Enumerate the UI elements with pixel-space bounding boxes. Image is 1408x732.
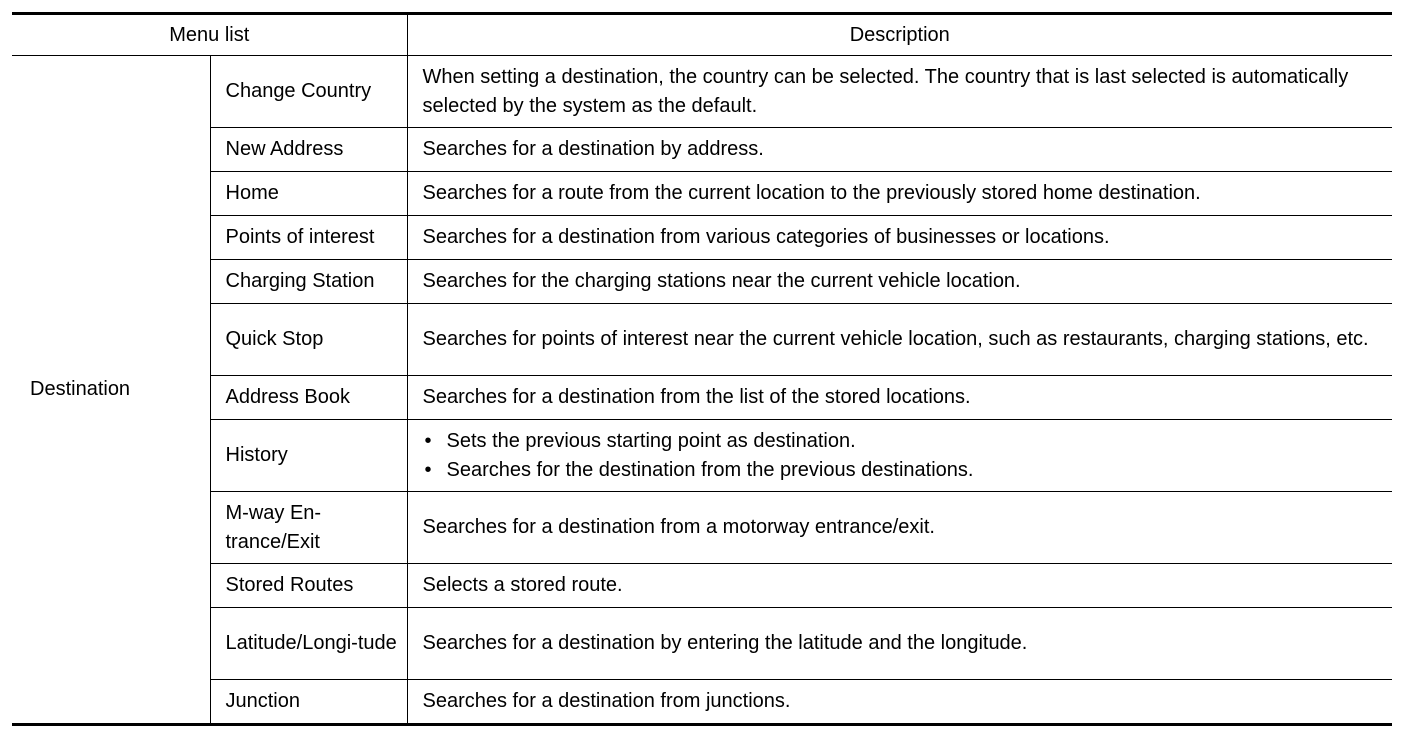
table-row <box>12 564 1392 608</box>
table-header-row <box>12 14 1392 56</box>
table-row <box>12 216 1392 260</box>
table-row <box>12 304 1392 376</box>
category-destination: Destination <box>12 56 210 725</box>
table-row <box>12 376 1392 420</box>
table-row <box>12 56 1392 128</box>
menu-item-latitude-longitude: Latitude/Longi-tude <box>210 608 407 680</box>
menu-item-motorway-entrance-exit: M-way En-trance/Exit <box>210 492 407 564</box>
table-row <box>12 492 1392 564</box>
description-motorway-entrance-exit: Searches for a destination from a motorway entrance/exit. <box>407 492 1392 564</box>
menu-item-change-country: Change Country <box>210 56 407 128</box>
menu-item-charging-station: Charging Station <box>210 260 407 304</box>
description-points-of-interest: Searches for a destination from various categories of businesses or locations. <box>407 216 1392 260</box>
description-home: Searches for a route from the current location to the previously stored home destination. <box>407 172 1392 216</box>
description-history <box>407 420 1392 492</box>
menu-item-new-address: New Address <box>210 128 407 172</box>
bullet-item: • Sets the previous starting point as destination. <box>423 427 1393 456</box>
description-address-book: Searches for a destination from the list of the stored locations. <box>407 376 1392 420</box>
bullet-item: • Searches for the destination from the previous destinations. <box>423 456 1393 485</box>
table-row <box>12 128 1392 172</box>
description-new-address: Searches for a destination by address. <box>407 128 1392 172</box>
table-row <box>12 172 1392 216</box>
description-stored-routes: Selects a stored route. <box>407 564 1392 608</box>
description-quick-stop: Searches for points of interest near the current vehicle location, such as restaurants, charging stations, etc. <box>407 304 1392 376</box>
menu-item-history: History <box>210 420 407 492</box>
header-description: Description <box>407 14 1392 56</box>
table-row <box>12 680 1392 725</box>
description-charging-station: Searches for the charging stations near the current vehicle location. <box>407 260 1392 304</box>
table-row <box>12 260 1392 304</box>
menu-table <box>12 12 1392 726</box>
description-latitude-longitude: Searches for a destination by entering the latitude and the longitude. <box>407 608 1392 680</box>
menu-item-home: Home <box>210 172 407 216</box>
menu-item-address-book: Address Book <box>210 376 407 420</box>
description-junction: Searches for a destination from junctions. <box>407 680 1392 725</box>
description-change-country: When setting a destination, the country can be selected. The country that is last selected is automatically selected by the system as the default. <box>407 56 1392 128</box>
history-bullet-list <box>423 427 1393 485</box>
menu-item-junction: Junction <box>210 680 407 725</box>
menu-item-quick-stop: Quick Stop <box>210 304 407 376</box>
table-row <box>12 420 1392 492</box>
table-row <box>12 608 1392 680</box>
menu-item-points-of-interest: Points of interest <box>210 216 407 260</box>
menu-item-stored-routes: Stored Routes <box>210 564 407 608</box>
header-menu-list: Menu list <box>12 14 407 56</box>
